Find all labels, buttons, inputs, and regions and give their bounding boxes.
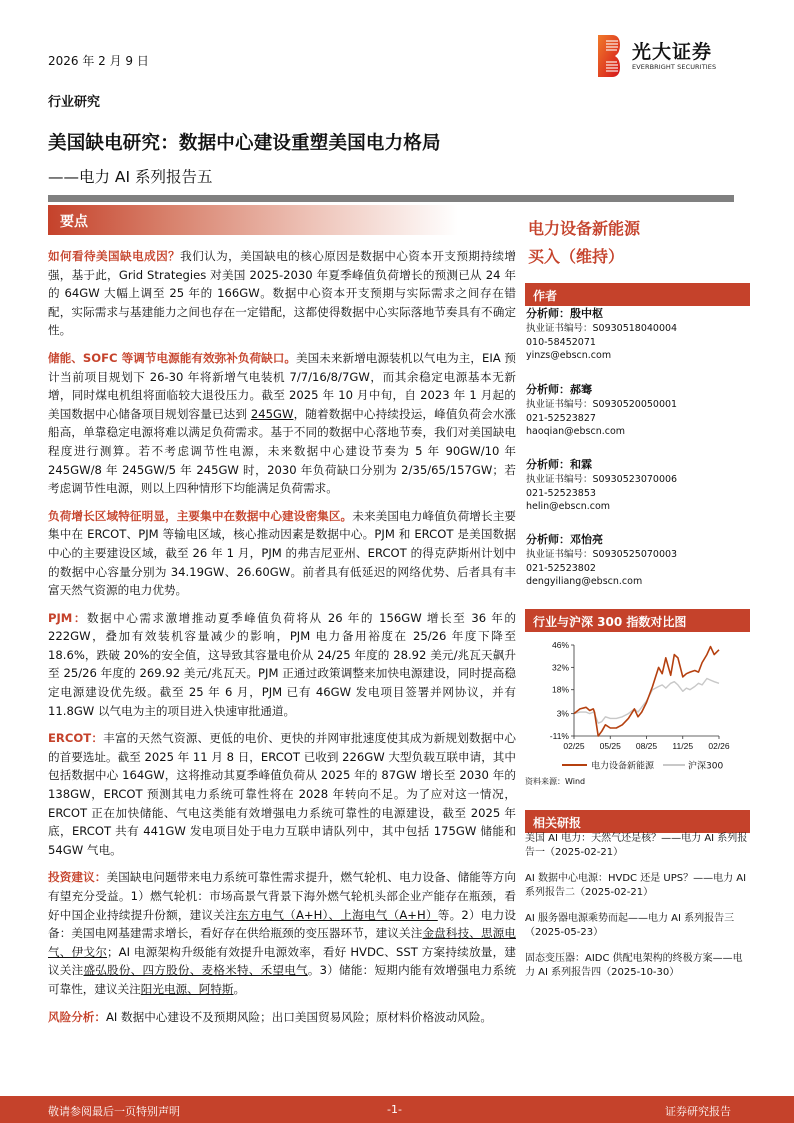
author-cert: 执业证书编号：S0930523070006: [526, 474, 678, 485]
paragraph-text: 等。2）电力设备：美国电网基建需求增长，看好存在供给瓶颈的变压器环节，建议关注: [48, 907, 516, 941]
y-tick-label: 32%: [551, 662, 569, 673]
brand-name-cn: 光大证券: [632, 41, 713, 63]
author-phone: 010-58452071: [526, 336, 596, 348]
y-tick-label: 3%: [556, 708, 569, 719]
x-tick-label: 05/25: [599, 741, 621, 751]
underlined-value: 245GW: [250, 406, 294, 421]
paragraph-lead: ERCOT：: [48, 731, 104, 746]
paragraph-text: 丰富的天然气资源、更低的电价、更快的并网审批速度使其成为新规划数据中心的首要选址。截至 2025 年 11 月 8 日，ERCOT 已收到 226GW 大型负载互联申请，其中包括数据中心 164GW，这将推动其夏季峰值负荷从 2025 年的 87GW 增长至 2030 年的 138GW，ERCOT 预测其电力系统可靠性将在 2028 年转向不足。为了应对这一情况，ERCOT 正在加快储能、气电这类能有效增强电力系统可靠性的电源建设，截至 2025 年底，ERCOT 共有 441GW 发电项目处于电力互联申请队列中，其中包括 175GW 储能和 54GW 气电。: [48, 731, 516, 857]
author-card: [526, 306, 751, 363]
related-report-link[interactable]: AI 数据中心电源：HVDC 还是 UPS？——电力 AI 系列报告二（2025-02-21）: [525, 873, 747, 898]
stock-picks: 盛弘股份、四方股份、麦格米特、禾望电气: [83, 963, 308, 978]
paragraph-text: 我们认为，美国缺电的核心原因是数据中心资本开支预期持续增强，基于此，Grid Strategies 对美国 2025-2030 年夏季峰值负荷增长的预测已从 24 年的 64GW 大幅上调至 25 年的 166GW。数据中心资本开支预期与实际需求之间存在错配，实际需求与基建能力之间也存在一定错配，这都使得数据中心实际落地节奏具有不确定性。: [48, 249, 516, 338]
series-line-sector: [574, 647, 719, 736]
x-tick-label: 11/25: [672, 741, 694, 751]
paragraph-storage: [48, 349, 516, 498]
author-cert: 执业证书编号：S0930518040004: [526, 323, 678, 334]
author-phone: 021-52523802: [526, 562, 596, 574]
page-footer: [0, 1096, 794, 1123]
paragraph-text: ，随着数据中心持续投运，峰值负荷会水涨船高，单靠稳定电源将难以满足负荷需求。基于不同的数据中心落地节奏，我们对美国缺电程度进行测算。若不考虑调节性电源，未来数据中心建设节奏为 5 年 90GW/10 年 245GW/8 年 245GW/5 年 245GW 时，2030 年负荷缺口分别为 2/35/65/157GW；若考虑调节性电源，则以上四种情形下均能满足负荷需求。: [48, 406, 516, 496]
report-date: 2026 年 2 月 9 日: [48, 54, 149, 68]
author-cert: 执业证书编号：S0930525070003: [526, 549, 678, 560]
index-comparison-chart: [525, 635, 750, 780]
paragraph-cause: [48, 247, 516, 340]
related-report-link[interactable]: 美国 AI 电力：天然气还是核？——电力 AI 系列报告一（2025-02-21）: [525, 833, 748, 858]
author-email[interactable]: yinzs@ebscn.com: [526, 350, 612, 361]
paragraph-lead: 投资建议：: [48, 870, 107, 885]
paragraph-investment: [48, 868, 516, 998]
related-reports: [525, 832, 750, 992]
brand-name-en: EVERBRIGHT SECURITIES: [632, 63, 717, 71]
chart-source: 资料来源：Wind: [525, 777, 586, 786]
chart-label: 行业与沪深 300 指数对比图: [533, 615, 687, 629]
related-report-link[interactable]: AI 服务器电源乘势而起——电力 AI 系列报告三（2025-05-23）: [525, 913, 735, 938]
header-divider: [48, 195, 734, 202]
author-card: [526, 532, 751, 589]
chart-header: [525, 609, 750, 632]
author-name: 分析师：郝骞: [526, 383, 592, 396]
author-email[interactable]: helin@ebscn.com: [526, 501, 611, 512]
paragraph-text: 美国缺电问题带来电力系统可靠性需求提升，燃气轮机、电力设备、储能等方向有望充分受益。1）燃气轮机：市场高景气背景下海外燃气轮机头部企业产能存在瓶颈，看好中国企业持续提升份额，建议关注: [48, 870, 516, 922]
paragraph-risk: [48, 1008, 516, 1027]
rating: 买入（维持）: [528, 247, 625, 266]
author-name: 分析师：和霖: [526, 458, 592, 471]
author-name: 分析师：殷中枢: [526, 307, 603, 320]
paragraph-lead: 储能、SOFC 等调节电源能有效弥补负荷缺口。: [48, 350, 296, 365]
paragraph-text: 。3）储能：短期内能有效增强电力系统可靠性，建议关注: [48, 963, 516, 996]
stock-picks: 阳光电源、阿特斯: [140, 981, 234, 996]
y-tick-label: 46%: [551, 640, 569, 650]
paragraph-pjm: [48, 609, 516, 721]
y-tick-label: 18%: [551, 684, 569, 695]
author-name: 分析师：邓怡亮: [526, 533, 603, 546]
paragraph-lead: 风险分析：: [48, 1009, 106, 1024]
related-label: 相关研报: [533, 816, 582, 830]
authors-header: [525, 283, 750, 306]
paragraph-lead: PJM：: [48, 610, 87, 625]
paragraph-regions: [48, 507, 516, 600]
paragraph-text: AI 数据中心建设不及预期风险；出口美国贸易风险；原材料价格波动风险。: [105, 1009, 493, 1024]
paragraph-lead: 负荷增长区域特征明显，主要集中在数据中心建设密集区。: [48, 508, 353, 523]
authors-label: 作者: [533, 289, 558, 303]
page-number: -1-: [387, 1103, 402, 1116]
author-card: [526, 382, 751, 439]
author-cert: 执业证书编号：S0930520050001: [526, 399, 678, 410]
author-phone: 021-52523853: [526, 487, 596, 499]
legend-label-sector: 电力设备新能源: [591, 761, 655, 772]
paragraph-text: 美国未来新增电源装机以气电为主，EIA 预计当前项目规划下 26-30 年将新增气电装机 7/7/16/8/7GW，而其余稳定电源基本无新增，同时煤电机组将面临较大退役压力。截至 2025 年 10 月中旬，自 2023 年 1 月起的美国数据中心储备项目规划容量已达到: [48, 350, 516, 421]
author-phone: 021-52523827: [526, 412, 596, 424]
stock-picks: 金盘科技、思源电气、伊戈尔: [48, 926, 516, 959]
report-subtitle: ——电力 AI 系列报告五: [48, 168, 213, 186]
stock-picks: 东方电气（A+H）、上海电气（A+H）: [236, 907, 438, 922]
paragraph-text: 数据中心需求激增推动夏季峰值负荷将从 26 年的 156GW 增长至 36 年的 222GW，叠加有效装机容量减少的影响，PJM 电力备用裕度在 25/26 年度下降至 18.6%，跌破 20%的安全值，这导致其容量电价从 24/25 年度的 28.92 美元/兆瓦天飙升至 25/26 年度的 269.92 美元/兆瓦天。PJM 正通过政策调整来加快电源建设，同时提高稳定电源建设优先级。截至 25 年 6 月，PJM 已有 46GW 发电项目签署并网协议，并有 11.8GW 以气电为主的项目进入快速审批通道。: [48, 610, 516, 718]
y-tick-label: -11%: [549, 731, 569, 741]
x-tick-label: 02/25: [563, 741, 585, 751]
paragraph-lead: 如何看待美国缺电成因？: [48, 249, 181, 263]
report-category: 行业研究: [48, 95, 101, 110]
keypoints-header: [48, 205, 458, 235]
related-report-link[interactable]: 固态变压器：AIDC 供配电架构的终极方案——电力 AI 系列报告四（2025-10-30）: [525, 953, 743, 978]
author-email[interactable]: haoqian@ebscn.com: [526, 426, 626, 437]
x-tick-label: 02/26: [708, 741, 730, 751]
author-card: [526, 457, 751, 514]
report-title: 美国缺电研究：数据中心建设重塑美国电力格局: [48, 133, 441, 154]
author-email[interactable]: dengyiliang@ebscn.com: [526, 576, 643, 587]
brand-logo: [598, 33, 748, 79]
keypoints-body: [48, 247, 516, 1035]
footer-doc-type: 证券研究报告: [665, 1105, 731, 1118]
paragraph-text: ；AI 电源架构升级能有效提升电源效率，看好 HVDC、SST 方案持续放量，建议关注: [48, 944, 516, 978]
legend-label-csi300: 沪深300: [688, 761, 724, 772]
related-header: [525, 810, 750, 833]
paragraph-text: 。: [233, 981, 246, 996]
keypoints-label: 要点: [60, 214, 88, 230]
paragraph-ercot: [48, 729, 516, 859]
everbright-logo-icon: [598, 35, 620, 77]
footer-disclaimer: 敬请参阅最后一页特别声明: [48, 1105, 180, 1118]
x-tick-label: 08/25: [635, 741, 658, 751]
sector-name: 电力设备新能源: [528, 219, 641, 238]
paragraph-text: 未来美国电力峰值负荷增长主要集中在 ERCOT、PJM 等输电区域，核心推动因素是数据中心。PJM 和 ERCOT 是美国数据中心的主要建设区域，截至 26 年 1 月，PJM 的弗吉尼亚州、ERCOT 的得克萨斯州计划中的数据中心容量分别为 34.19GW、26.60GW。前者具有低延迟的网络优势、后者具有丰富天然气资源的电力优势。: [48, 508, 516, 598]
